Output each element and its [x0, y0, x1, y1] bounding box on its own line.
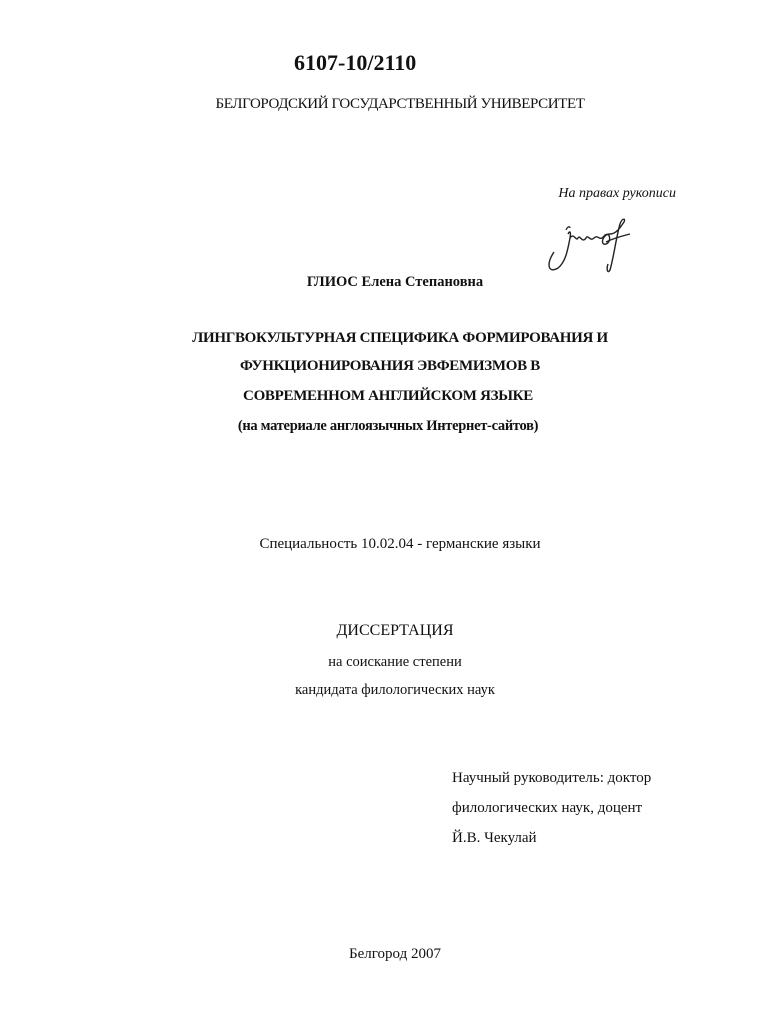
- supervisor-line-1: Научный руководитель: доктор: [452, 770, 652, 786]
- rights-note: На правах рукописи: [558, 186, 676, 201]
- work-type: ДИССЕРТАЦИЯ: [336, 622, 454, 639]
- city-year: Белгород 2007: [349, 946, 441, 962]
- university-name: БЕЛГОРОДСКИЙ ГОСУДАРСТВЕННЫЙ УНИВЕРСИТЕТ: [215, 96, 585, 112]
- supervisor-name: Й.В. Чекулай: [452, 830, 537, 846]
- author-name: ГЛИОС Елена Степановна: [306, 274, 484, 290]
- degree-line-1: на соискание степени: [328, 654, 462, 670]
- dissertation-subtitle: (на материале англоязычных Интернет-сайтов): [237, 418, 539, 434]
- degree-line-2: кандидата филологических наук: [295, 682, 495, 698]
- dissertation-title-line-2: ФУНКЦИОНИРОВАНИЯ ЭВФЕМИЗМОВ В: [240, 358, 540, 374]
- catalog-number: 6107-10/2110: [294, 50, 417, 75]
- handwritten-signature: [540, 208, 640, 278]
- dissertation-title-line-3: СОВРЕМЕННОМ АНГЛИЙСКОМ ЯЗЫКЕ: [243, 388, 533, 404]
- specialty: Специальность 10.02.04 - германские языки: [259, 536, 541, 552]
- dissertation-title-line-1: ЛИНГВОКУЛЬТУРНАЯ СПЕЦИФИКА ФОРМИРОВАНИЯ И: [192, 330, 608, 346]
- supervisor-line-2: филологических наук, доцент: [452, 800, 643, 816]
